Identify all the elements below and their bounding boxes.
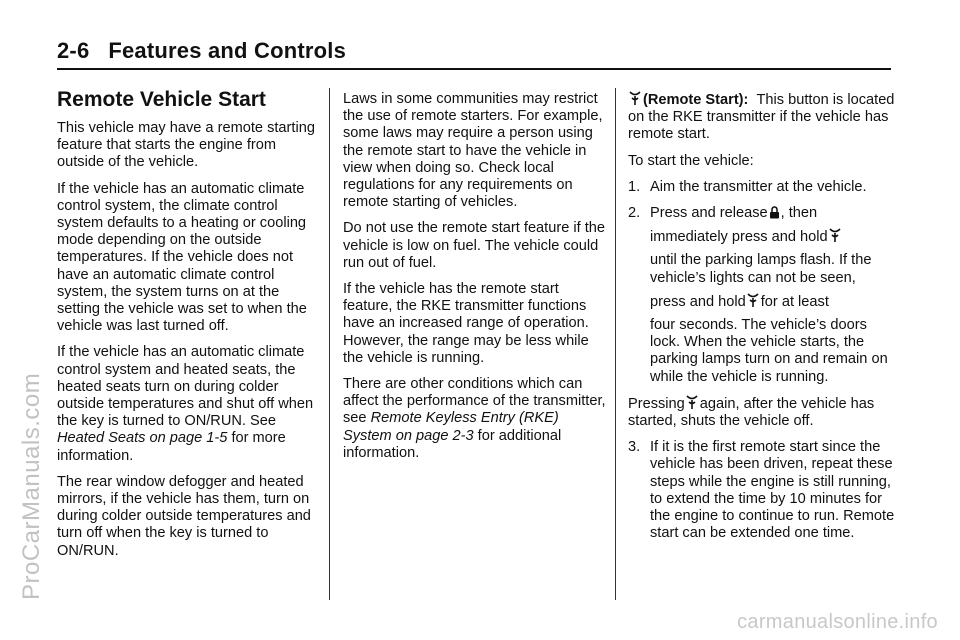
column-2 xyxy=(343,91,611,471)
column-divider xyxy=(615,88,616,600)
column-1 xyxy=(57,88,323,569)
step-item: 1. Aim the transmitter at the vehicle. xyxy=(628,178,867,195)
section-title: Remote Vehicle Start xyxy=(57,88,266,111)
remote-start-icon xyxy=(747,293,759,308)
cross-reference-link[interactable]: Remote Keyless Entry (RKE) System on page 2-3 xyxy=(343,410,559,444)
paragraph: If the vehicle has an automatic climate control system, the climate control system defaults to a heating or cooling mode depending on the outside temperatures. If the vehicle does not have an automatic climate control system, the system turns on at the setting the vehicle was set to when the vehicle was last turned off. xyxy=(57,180,307,335)
bottom-watermark: carmanualsonline.info xyxy=(737,611,938,633)
column-divider xyxy=(329,88,330,600)
remote-start-icon xyxy=(686,395,698,410)
side-watermark: ProCarManuals.com xyxy=(18,372,45,600)
paragraph: If the vehicle has the remote start feature, the RKE transmitter functions have an increased range of operation. However, the range may be less while the vehicle is running. xyxy=(343,281,589,366)
remote-start-icon xyxy=(629,91,641,106)
chapter-title: Features and Controls xyxy=(108,38,347,63)
step-item: 3. If it is the first remote start since the vehicle has been driven, repeat these steps while the engine is still running, to extend the time by 10 minutes for the engine to continue to run. Remote start can be extended one time. xyxy=(628,439,895,542)
step-note: Pressing again, after the vehicle has started, shuts the vehicle off. xyxy=(628,395,875,430)
paragraph: The rear window defogger and heated mirrors, if the vehicle has them, turn on during colder outside temperatures and turn off when the key is turned to ON/RUN. xyxy=(57,473,311,559)
lock-icon xyxy=(769,206,780,219)
paragraph: Laws in some communities may restrict the use of remote starters. For example, some laws may require a person using the remote start to have the vehicle in view when doing so. Check local regulations for any requirements on remote starting of vehicles. xyxy=(343,91,603,211)
paragraph: If the vehicle has an automatic climate control system and heated seats, the heated seats turn on during colder outside temperatures and shut off when the key is turned to ON/RUN. See Heated Seats on page 1-5 for more information. xyxy=(57,344,314,464)
cross-reference-link[interactable]: Heated Seats on page 1-5 xyxy=(57,430,228,447)
remote-start-icon xyxy=(829,228,841,243)
paragraph: There are other conditions which can affect the performance of the transmitter, see Remote Keyless Entry (RKE) System on page 2-3 for additional information. xyxy=(343,376,606,461)
column-3 xyxy=(628,91,898,551)
page-number: 2-6 xyxy=(57,38,90,63)
steps-intro: To start the vehicle: xyxy=(628,152,754,169)
paragraph: This vehicle may have a remote starting feature that starts the engine from outside of the vehicle. xyxy=(57,120,315,171)
step-item: 2. Press and release , then immediately press and hold until the parking lamps flash. If the vehicle’s lights can not be seen, press and hold for at least four seconds. The vehicle’s doors lock. When the vehicle starts, the parking lamps turn on and remain on while the vehicle is running. xyxy=(628,205,888,385)
header-rule xyxy=(57,68,891,70)
button-description: (Remote Start): This button is located on the RKE transmitter if the vehicle has remote start. xyxy=(628,92,895,143)
paragraph: Do not use the remote start feature if the vehicle is low on fuel. The vehicle could run out of fuel. xyxy=(343,220,606,271)
page-header xyxy=(57,38,891,68)
